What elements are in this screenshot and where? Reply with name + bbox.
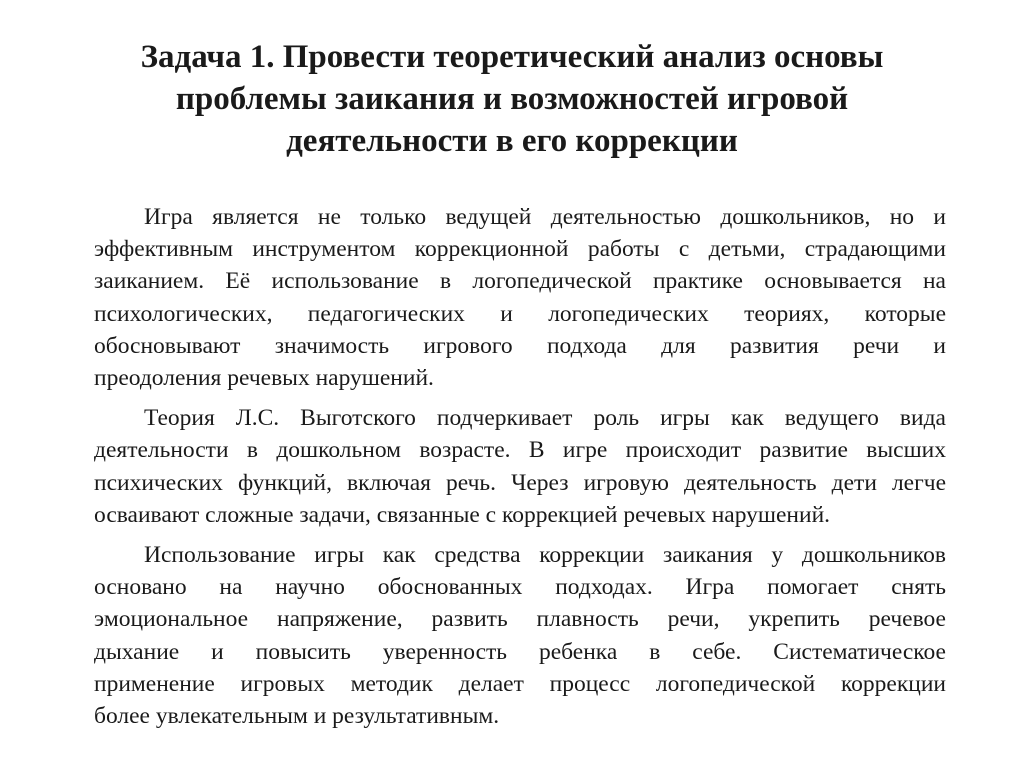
text-line: психических функций, включая речь. Через игровую деятельность дети легче [94,469,946,496]
text-line: применение игровых методик делает процесс логопедической коррекции [94,670,946,697]
text-line: психологических, педагогических и логопедических теориях, которые [94,300,946,327]
paragraph-game-role [94,201,946,394]
text-line: основано на научно обоснованных подходах. Игра помогает снять [94,574,946,601]
paragraph-vygotsky [94,402,946,531]
text-line: Использование игры как средства коррекции заикания у дошкольников [144,542,946,569]
text-line: эффективным инструментом коррекционной работы с детьми, страдающими [94,236,946,263]
text-line: деятельности в дошкольном возрасте. В игре происходит развитие высших [94,437,946,464]
title-line: проблемы заикания и возможностей игровой [175,81,849,117]
title-line: деятельности в его коррекции [286,123,738,159]
text-line: более увлекательным и результативным. [94,703,500,730]
text-line: заиканием. Её использование в логопедической практике основывается на [94,268,946,295]
text-line: преодоления речевых нарушений. [94,365,434,392]
text-line: дыхание и повысить уверенность ребенка в себе. Систематическое [94,638,946,665]
paragraph-game-correction [94,539,946,732]
text-line: Теория Л.С. Выготского подчеркивает роль игры как ведущего вида [144,405,946,432]
text-line: осваивают сложные задачи, связанные с коррекцией речевых нарушений. [94,501,831,528]
text-line: обосновывают значимость игрового подхода для развития речи и [94,332,946,359]
title-line: Задача 1. Провести теоретический анализ основы [140,39,884,75]
body-text [94,201,946,740]
text-line: эмоциональное напряжение, развить плавность речи, укрепить речевое [94,606,946,633]
text-line: Игра является не только ведущей деятельностью дошкольников, но и [144,204,946,230]
slide-title [120,36,904,162]
